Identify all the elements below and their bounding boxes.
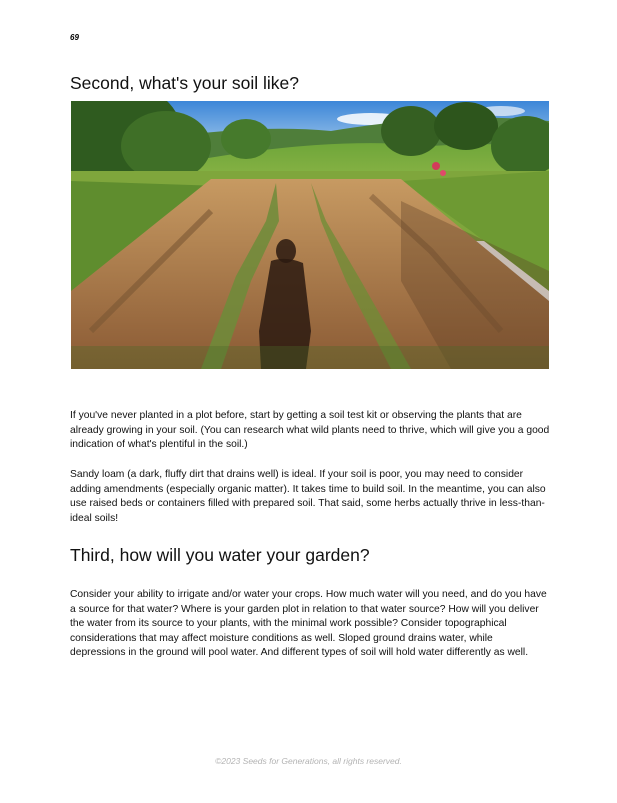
copyright-footer: ©2023 Seeds for Generations, all rights reserved. — [215, 756, 402, 766]
paragraph-soil-test: If you've never planted in a plot before, start by getting a soil test kit or observing the plants that are already growing in your soil. (You can research what wild plants need to thrive, which will give you a good indication of what's plentiful in the soil.) — [70, 410, 550, 451]
page-number: 69 — [70, 33, 79, 42]
paragraph-sandy-loam: Sandy loam (a dark, fluffy dirt that drains well) is ideal. If your soil is poor, you may need to consider adding amendments (especially organic matter). It takes time to build soil. In the meantime, you can also use raised beds or containers filled with prepared soil. That said, some herbs actually thrive in less-than-ideal soils! — [70, 469, 546, 524]
garden-plot-photo — [71, 101, 549, 369]
paragraph-irrigation: Consider your ability to irrigate and/or water your crops. How much water will you need, and do you have a source for that water? Where is your garden plot in relation to that water source? How will you deliver the water from its source to your plants, with the minimal work possible? Consider topographical considerations that may affect moisture conditions as well. Sloped ground drains water, while depressions in the ground will pool water. And different types of soil will hold water differently as well. — [70, 589, 547, 659]
section-heading-water: Third, how will you water your garden? — [70, 545, 370, 565]
section-heading-soil: Second, what's your soil like? — [70, 73, 300, 93]
